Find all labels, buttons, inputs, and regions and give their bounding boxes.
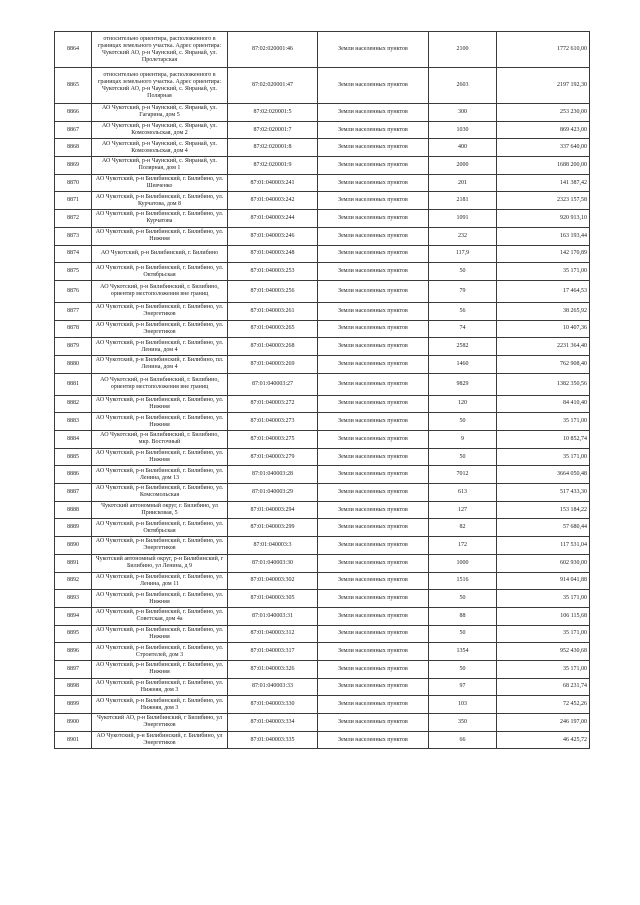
- address-cell: АО Чукотский, р-н Билибинский, г. Билибино, ул. Советская, дом 4а: [92, 607, 228, 625]
- table-row: [55, 338, 590, 356]
- cadastral-value-cell: 38 265,92: [497, 302, 590, 320]
- address-cell: АО Чукотский, р-н Билибинский, г. Билибино, мкр. Восточный: [92, 431, 228, 449]
- row-number: 8867: [55, 121, 92, 139]
- row-number: 8875: [55, 263, 92, 281]
- table-row: [55, 68, 590, 104]
- cadastral-value-cell: 35 171,00: [497, 413, 590, 431]
- cadastral-number-cell: 87:01:040003:248: [228, 245, 318, 263]
- land-category-cell: Земли населенных пунктов: [318, 413, 429, 431]
- table-row: [55, 373, 590, 395]
- area-cell: 201: [429, 174, 497, 192]
- address-cell: АО Чукотский, р-н Чаунский, с. Янранай, ул. Полярная, дом 1: [92, 157, 228, 175]
- cadastral-value-cell: 35 171,00: [497, 448, 590, 466]
- row-number: 8882: [55, 395, 92, 413]
- land-category-cell: Земли населенных пунктов: [318, 696, 429, 714]
- table-row: [55, 139, 590, 157]
- row-number: 8896: [55, 643, 92, 661]
- area-cell: 2181: [429, 192, 497, 210]
- address-cell: относительно ориентира, расположенного в границах земельного участка. Адрес ориентира: Чукотский АО, р-н Чаунский, с. Янранай, ул. Пролетарская: [92, 32, 228, 68]
- land-category-cell: Земли населенных пунктов: [318, 448, 429, 466]
- row-number: 8873: [55, 227, 92, 245]
- cadastral-value-cell: 1382 350,56: [497, 373, 590, 395]
- row-number: 8877: [55, 302, 92, 320]
- cadastral-number-cell: 87:01:040003:294: [228, 501, 318, 519]
- cadastral-number-cell: 87:02:020001:46: [228, 32, 318, 68]
- address-cell: АО Чукотский, р-н Билибинский, г. Билибино, ул. Октябрьская: [92, 519, 228, 537]
- area-cell: 74: [429, 320, 497, 338]
- row-number: 8881: [55, 373, 92, 395]
- table-row: [55, 104, 590, 122]
- row-number: 8872: [55, 210, 92, 228]
- area-cell: 2603: [429, 68, 497, 104]
- table-row: [55, 696, 590, 714]
- land-category-cell: Земли населенных пунктов: [318, 302, 429, 320]
- land-category-cell: Земли населенных пунктов: [318, 625, 429, 643]
- cadastral-value-cell: 106 115,68: [497, 607, 590, 625]
- row-number: 8870: [55, 174, 92, 192]
- table-row: [55, 678, 590, 696]
- cadastral-number-cell: 87:01:040003:305: [228, 590, 318, 608]
- area-cell: 2000: [429, 157, 497, 175]
- row-number: 8879: [55, 338, 92, 356]
- cadastral-number-cell: 87:02:020001:5: [228, 104, 318, 122]
- land-category-cell: Земли населенных пунктов: [318, 660, 429, 678]
- cadastral-value-cell: 246 197,00: [497, 714, 590, 732]
- row-number: 8883: [55, 413, 92, 431]
- cadastral-value-cell: 163 193,44: [497, 227, 590, 245]
- area-cell: 1000: [429, 554, 497, 572]
- row-number: 8878: [55, 320, 92, 338]
- row-number: 8892: [55, 572, 92, 590]
- land-category-cell: Земли населенных пунктов: [318, 355, 429, 373]
- area-cell: 7012: [429, 466, 497, 484]
- address-cell: АО Чукотский, р-н Чаунский, с. Янранай, ул. Комсомольская, дом 2: [92, 121, 228, 139]
- cadastral-number-cell: 87:01:040003:261: [228, 302, 318, 320]
- cadastral-value-cell: 914 041,88: [497, 572, 590, 590]
- area-cell: 103: [429, 696, 497, 714]
- row-number: 8901: [55, 731, 92, 749]
- area-cell: 350: [429, 714, 497, 732]
- cadastral-number-cell: 87:02:020001:9: [228, 157, 318, 175]
- row-number: 8897: [55, 660, 92, 678]
- cadastral-number-cell: 87:01:040003:335: [228, 731, 318, 749]
- table-row: [55, 263, 590, 281]
- cadastral-number-cell: 87:01:040003:33: [228, 678, 318, 696]
- cadastral-value-cell: 869 423,00: [497, 121, 590, 139]
- land-category-cell: Земли населенных пунктов: [318, 731, 429, 749]
- row-number: 8876: [55, 280, 92, 302]
- table-row: [55, 32, 590, 68]
- land-category-cell: Земли населенных пунктов: [318, 139, 429, 157]
- row-number: 8888: [55, 501, 92, 519]
- cadastral-number-cell: 87:01:040003:302: [228, 572, 318, 590]
- address-cell: АО Чукотский, р-н Билибинский, г. Билибино, пл. Ленина, дом 4: [92, 355, 228, 373]
- cadastral-number-cell: 87:01:040003:279: [228, 448, 318, 466]
- cadastral-value-cell: 35 171,00: [497, 590, 590, 608]
- area-cell: 117,9: [429, 245, 497, 263]
- area-cell: 79: [429, 280, 497, 302]
- cadastral-number-cell: 87:01:040003:253: [228, 263, 318, 281]
- cadastral-value-cell: 142 170,89: [497, 245, 590, 263]
- area-cell: 2100: [429, 32, 497, 68]
- cadastral-number-cell: 87:01:040003:265: [228, 320, 318, 338]
- cadastral-value-cell: 1772 610,00: [497, 32, 590, 68]
- address-cell: относительно ориентира, расположенного в границах земельного участка. Адрес ориентира: Чукотский АО, р-н Чаунский, с. Янранай, ул. Полярная: [92, 68, 228, 104]
- land-category-cell: Земли населенных пунктов: [318, 519, 429, 537]
- address-cell: АО Чукотский, р-н Билибинский, г. Билибино, ул. Ленина, дом 11: [92, 572, 228, 590]
- cadastral-number-cell: 87:01:040003:29: [228, 484, 318, 502]
- area-cell: 613: [429, 484, 497, 502]
- area-cell: 300: [429, 104, 497, 122]
- land-category-cell: Земли населенных пунктов: [318, 280, 429, 302]
- cadastral-value-cell: 57 680,44: [497, 519, 590, 537]
- cadastral-number-cell: 87:01:040003:268: [228, 338, 318, 356]
- row-number: 8864: [55, 32, 92, 68]
- table-row: [55, 245, 590, 263]
- address-cell: АО Чукотский, р-н Билибинский, г. Билибино, ул. Ленина, дом 13: [92, 466, 228, 484]
- row-number: 8884: [55, 431, 92, 449]
- table-row: [55, 355, 590, 373]
- cadastral-number-cell: 87:01:040003:272: [228, 395, 318, 413]
- area-cell: 56: [429, 302, 497, 320]
- land-category-cell: Земли населенных пунктов: [318, 607, 429, 625]
- area-cell: 2582: [429, 338, 497, 356]
- cadastral-number-cell: 87:01:040003:31: [228, 607, 318, 625]
- cadastral-number-cell: 87:02:020001:8: [228, 139, 318, 157]
- table-row: [55, 157, 590, 175]
- land-category-cell: Земли населенных пунктов: [318, 121, 429, 139]
- row-number: 8871: [55, 192, 92, 210]
- table-row: [55, 554, 590, 572]
- address-cell: АО Чукотский, р-н Билибинский, г. Билибино, ул. Комсомольская: [92, 484, 228, 502]
- land-category-cell: Земли населенных пунктов: [318, 338, 429, 356]
- row-number: 8880: [55, 355, 92, 373]
- address-cell: АО Чукотский, р-н Билибинский, г. Билибино, ул Энергетиков: [92, 731, 228, 749]
- area-cell: 9829: [429, 373, 497, 395]
- cadastral-value-cell: 35 171,00: [497, 660, 590, 678]
- cadastral-number-cell: 87:01:040003:299: [228, 519, 318, 537]
- land-category-cell: Земли населенных пунктов: [318, 227, 429, 245]
- table-row: [55, 607, 590, 625]
- address-cell: АО Чукотский, р-н Чаунский, с. Янранай, ул. Гагарина, дом 5: [92, 104, 228, 122]
- table-row: [55, 413, 590, 431]
- address-cell: АО Чукотский, р-н Билибинский, г. Билибино, ул. Ленина, дом 4: [92, 338, 228, 356]
- area-cell: 127: [429, 501, 497, 519]
- address-cell: АО Чукотский, р-н Билибинский, г. Билибино, ул. Курчатова: [92, 210, 228, 228]
- table-row: [55, 192, 590, 210]
- cadastral-value-cell: 68 231,74: [497, 678, 590, 696]
- row-number: 8885: [55, 448, 92, 466]
- cadastral-number-cell: 87:01:040003:317: [228, 643, 318, 661]
- table-row: [55, 320, 590, 338]
- land-category-cell: Земли населенных пунктов: [318, 501, 429, 519]
- cadastral-value-cell: 517 433,30: [497, 484, 590, 502]
- cadastral-number-cell: 87:02:020001:7: [228, 121, 318, 139]
- cadastral-number-cell: 87:01:040003:244: [228, 210, 318, 228]
- table-row: [55, 537, 590, 555]
- area-cell: 172: [429, 537, 497, 555]
- land-category-cell: Земли населенных пунктов: [318, 714, 429, 732]
- area-cell: 1354: [429, 643, 497, 661]
- table-row: [55, 210, 590, 228]
- row-number: 8890: [55, 537, 92, 555]
- table-row: [55, 484, 590, 502]
- land-category-cell: Земли населенных пунктов: [318, 210, 429, 228]
- address-cell: АО Чукотский, р-н Билибинский, г. Билибино, ул. Нижняя: [92, 590, 228, 608]
- table-row: [55, 431, 590, 449]
- table-row: [55, 643, 590, 661]
- address-cell: АО Чукотский, р-н Билибинский, г. Билибино, ул. Курчатова, дом 8: [92, 192, 228, 210]
- land-category-cell: Земли населенных пунктов: [318, 431, 429, 449]
- cadastral-value-cell: 117 531,04: [497, 537, 590, 555]
- land-category-cell: Земли населенных пунктов: [318, 537, 429, 555]
- table-row: [55, 519, 590, 537]
- cadastral-value-cell: 141 387,42: [497, 174, 590, 192]
- land-category-cell: Земли населенных пунктов: [318, 484, 429, 502]
- cadastral-value-cell: 153 184,22: [497, 501, 590, 519]
- table-row: [55, 227, 590, 245]
- cadastral-value-cell: 35 171,00: [497, 263, 590, 281]
- table-row: [55, 302, 590, 320]
- area-cell: 9: [429, 431, 497, 449]
- cadastral-value-cell: 952 430,68: [497, 643, 590, 661]
- row-number: 8869: [55, 157, 92, 175]
- cadastral-number-cell: 87:01:040003:269: [228, 355, 318, 373]
- cadastral-value-cell: 920 913,10: [497, 210, 590, 228]
- address-cell: Чукотский автономный округ, р-н Билибинский, г Билибино, ул Ленина, д 9: [92, 554, 228, 572]
- row-number: 8894: [55, 607, 92, 625]
- cadastral-value-cell: 602 930,00: [497, 554, 590, 572]
- cadastral-number-cell: 87:01:040003:242: [228, 192, 318, 210]
- area-cell: 50: [429, 448, 497, 466]
- cadastral-number-cell: 87:01:040003:3: [228, 537, 318, 555]
- row-number: 8899: [55, 696, 92, 714]
- area-cell: 1516: [429, 572, 497, 590]
- land-category-cell: Земли населенных пунктов: [318, 466, 429, 484]
- row-number: 8891: [55, 554, 92, 572]
- row-number: 8886: [55, 466, 92, 484]
- cadastral-number-cell: 87:01:040003:326: [228, 660, 318, 678]
- cadastral-number-cell: 87:01:040003:330: [228, 696, 318, 714]
- table-row: [55, 466, 590, 484]
- row-number: 8874: [55, 245, 92, 263]
- address-cell: АО Чукотский, р-н Билибинский, г. Билибино, ул. Нижняя: [92, 448, 228, 466]
- land-category-cell: Земли населенных пунктов: [318, 643, 429, 661]
- table-row: [55, 121, 590, 139]
- row-number: 8868: [55, 139, 92, 157]
- address-cell: АО Чукотский, р-н Билибинский, г. Билибино, ориентир местоположения вне границ: [92, 373, 228, 395]
- row-number: 8887: [55, 484, 92, 502]
- cadastral-number-cell: 87:01:040003:275: [228, 431, 318, 449]
- area-cell: 50: [429, 413, 497, 431]
- row-number: 8866: [55, 104, 92, 122]
- cadastral-number-cell: 87:02:020001:47: [228, 68, 318, 104]
- land-category-cell: Земли населенных пунктов: [318, 192, 429, 210]
- land-category-cell: Земли населенных пунктов: [318, 263, 429, 281]
- row-number: 8889: [55, 519, 92, 537]
- area-cell: 1091: [429, 210, 497, 228]
- area-cell: 50: [429, 625, 497, 643]
- area-cell: 1460: [429, 355, 497, 373]
- land-registry-table: [54, 31, 590, 749]
- cadastral-value-cell: 17 464,53: [497, 280, 590, 302]
- row-number: 8865: [55, 68, 92, 104]
- address-cell: АО Чукотский, р-н Билибинский, г. Билибино, ул. Нижняя: [92, 227, 228, 245]
- area-cell: 97: [429, 678, 497, 696]
- cadastral-number-cell: 87:01:040003:256: [228, 280, 318, 302]
- area-cell: 50: [429, 263, 497, 281]
- cadastral-value-cell: 1688 200,00: [497, 157, 590, 175]
- land-category-cell: Земли населенных пунктов: [318, 373, 429, 395]
- row-number: 8898: [55, 678, 92, 696]
- address-cell: Чукотский АО, р-н Билибинский, г Билибино, ул Энергетиков: [92, 714, 228, 732]
- land-category-cell: Земли населенных пунктов: [318, 320, 429, 338]
- cadastral-value-cell: 84 410,40: [497, 395, 590, 413]
- area-cell: 400: [429, 139, 497, 157]
- table-row: [55, 590, 590, 608]
- cadastral-value-cell: 253 230,00: [497, 104, 590, 122]
- cadastral-value-cell: 2323 157,58: [497, 192, 590, 210]
- address-cell: АО Чукотский, р-н Билибинский, г. Билибино, ул. Строителей, дом 3: [92, 643, 228, 661]
- table-row: [55, 572, 590, 590]
- address-cell: АО Чукотский, р-н Билибинский, г. Билибино, ул. Шевченко: [92, 174, 228, 192]
- land-category-cell: Земли населенных пунктов: [318, 590, 429, 608]
- land-category-cell: Земли населенных пунктов: [318, 678, 429, 696]
- cadastral-value-cell: 72 452,26: [497, 696, 590, 714]
- cadastral-value-cell: 35 171,00: [497, 625, 590, 643]
- table-row: [55, 501, 590, 519]
- address-cell: Чукотский автономный округ, г. Билибино, ул Приисковая, 5: [92, 501, 228, 519]
- address-cell: АО Чукотский, р-н Билибинский, г. Билибино, ул. Нижняя: [92, 660, 228, 678]
- area-cell: 88: [429, 607, 497, 625]
- land-category-cell: Земли населенных пунктов: [318, 245, 429, 263]
- address-cell: АО Чукотский, р-н Билибинский, г. Билибино, ориентир местоположения вне границ: [92, 280, 228, 302]
- cadastral-value-cell: 3664 050,48: [497, 466, 590, 484]
- area-cell: 82: [429, 519, 497, 537]
- cadastral-number-cell: 87:01:040003:273: [228, 413, 318, 431]
- cadastral-number-cell: 87:01:040003:28: [228, 466, 318, 484]
- cadastral-number-cell: 87:01:040003:246: [228, 227, 318, 245]
- land-category-cell: Земли населенных пунктов: [318, 554, 429, 572]
- table-row: [55, 395, 590, 413]
- row-number: 8895: [55, 625, 92, 643]
- address-cell: АО Чукотский, р-н Билибинский, г. Билибино, ул. Нижняя, дом 3: [92, 696, 228, 714]
- land-category-cell: Земли населенных пунктов: [318, 157, 429, 175]
- address-cell: АО Чукотский, р-н Билибинский, г. Билибино, ул. Нижняя: [92, 395, 228, 413]
- address-cell: АО Чукотский, р-н Чаунский, с. Янранай, ул. Комсомольская, дом 4: [92, 139, 228, 157]
- area-cell: 120: [429, 395, 497, 413]
- table-row: [55, 448, 590, 466]
- land-category-cell: Земли населенных пунктов: [318, 395, 429, 413]
- address-cell: АО Чукотский, р-н Билибинский, г. Билибино, ул. Нижняя: [92, 413, 228, 431]
- cadastral-number-cell: 87:01:040003:334: [228, 714, 318, 732]
- land-category-cell: Земли населенных пунктов: [318, 572, 429, 590]
- table-row: [55, 660, 590, 678]
- area-cell: 50: [429, 590, 497, 608]
- land-category-cell: Земли населенных пунктов: [318, 32, 429, 68]
- cadastral-value-cell: 762 908,40: [497, 355, 590, 373]
- cadastral-number-cell: 87:01:040003:312: [228, 625, 318, 643]
- cadastral-value-cell: 2197 192,30: [497, 68, 590, 104]
- area-cell: 50: [429, 660, 497, 678]
- land-category-cell: Земли населенных пунктов: [318, 68, 429, 104]
- address-cell: АО Чукотский, р-н Билибинский, г. Билибино, ул. Октябрьская: [92, 263, 228, 281]
- address-cell: АО Чукотский, р-н Билибинский, г. Билибино: [92, 245, 228, 263]
- cadastral-value-cell: 2231 364,40: [497, 338, 590, 356]
- table-row: [55, 625, 590, 643]
- table-row: [55, 714, 590, 732]
- cadastral-value-cell: 10 852,74: [497, 431, 590, 449]
- table-row: [55, 280, 590, 302]
- address-cell: АО Чукотский, р-н Билибинский, г. Билибино, ул. Нижняя: [92, 625, 228, 643]
- cadastral-value-cell: 46 425,72: [497, 731, 590, 749]
- land-category-cell: Земли населенных пунктов: [318, 174, 429, 192]
- address-cell: АО Чукотский, р-н Билибинский, г. Билибино, ул. Нижняя, дом 3: [92, 678, 228, 696]
- address-cell: АО Чукотский, р-н Билибинский, г. Билибино, ул. Энергетиков: [92, 537, 228, 555]
- registry-page: [54, 31, 589, 749]
- table-body: [55, 32, 590, 749]
- cadastral-number-cell: 87:01:040003:241: [228, 174, 318, 192]
- table-row: [55, 731, 590, 749]
- area-cell: 66: [429, 731, 497, 749]
- row-number: 8893: [55, 590, 92, 608]
- cadastral-value-cell: 337 640,00: [497, 139, 590, 157]
- table-row: [55, 174, 590, 192]
- cadastral-number-cell: 87:01:040003:27: [228, 373, 318, 395]
- area-cell: 232: [429, 227, 497, 245]
- cadastral-number-cell: 87:01:040003:30: [228, 554, 318, 572]
- land-category-cell: Земли населенных пунктов: [318, 104, 429, 122]
- cadastral-value-cell: 10 407,36: [497, 320, 590, 338]
- area-cell: 1030: [429, 121, 497, 139]
- address-cell: АО Чукотский, р-н Билибинский, г. Билибино, ул. Энергетиков: [92, 320, 228, 338]
- address-cell: АО Чукотский, р-н Билибинский, г. Билибино, ул. Энергетиков: [92, 302, 228, 320]
- row-number: 8900: [55, 714, 92, 732]
